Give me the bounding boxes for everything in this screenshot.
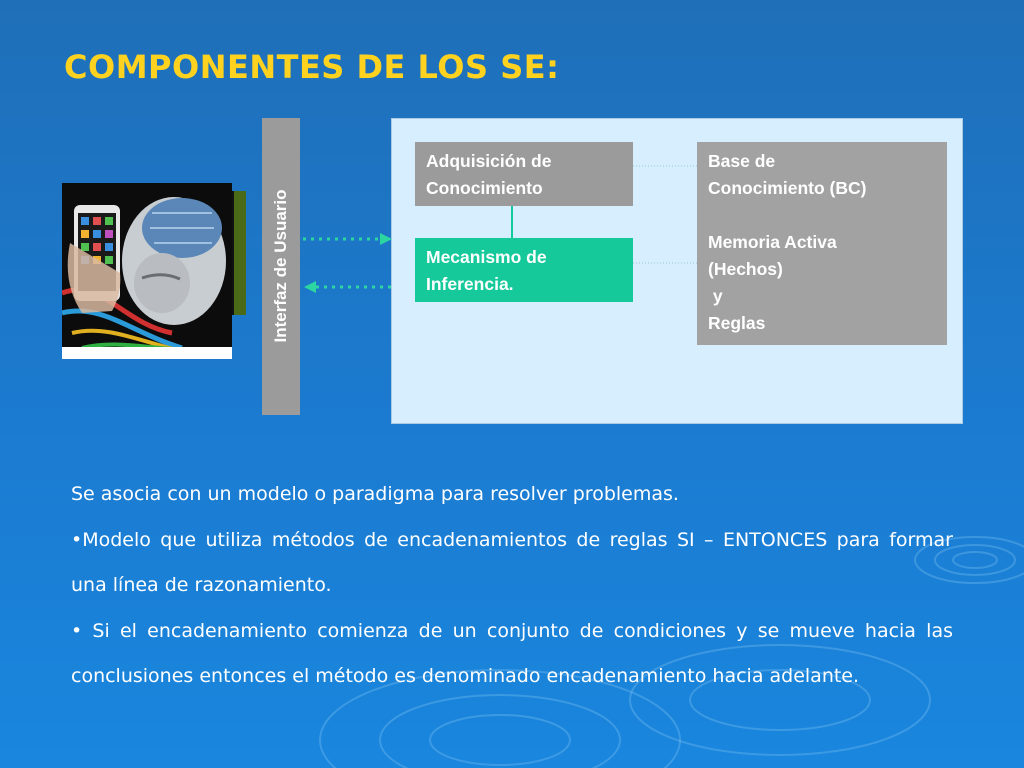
paragraph-2 <box>71 518 953 609</box>
box-text-line: Inferencia. <box>426 274 514 294</box>
robot-head-smartphone-image <box>62 183 232 359</box>
bullet: • <box>71 619 83 642</box>
inference-engine-box <box>415 238 633 302</box>
paragraph-1: Se asocia con un modelo o paradigma para resolver problemas. <box>71 483 679 505</box>
user-interface-bar <box>262 118 300 415</box>
knowledge-base-box <box>697 142 947 345</box>
slide-title: COMPONENTES DE LOS SE: <box>64 48 560 86</box>
box-text-line: Mecanismo de <box>426 247 547 267</box>
box-text-line: Reglas <box>708 313 766 333</box>
expert-system-illustration <box>62 183 244 359</box>
box-text-line: Conocimiento <box>426 178 543 198</box>
box-text-line: Conocimiento (BC) <box>708 178 867 198</box>
box-text-line: Base de <box>708 151 776 171</box>
slide-body-text <box>71 472 960 700</box>
photo-shadow-frame <box>232 191 246 315</box>
paragraph-3 <box>71 609 960 700</box>
box-blank-line <box>708 202 936 229</box>
user-interface-label: Interfaz de Usuario <box>271 189 290 343</box>
bullet: • <box>71 528 83 551</box>
box-text-line: Adquisición de <box>426 151 552 171</box>
box-text-line: y <box>708 286 723 306</box>
arrow-left-icon <box>304 281 316 293</box>
box-text-line: (Hechos) <box>708 259 783 279</box>
paragraph-3-text: Si el encadenamiento comienza de un conjunto de condiciones y se mueve hacia las conclusiones entonces el método es denominado encadenamiento hacia adelante. <box>71 619 960 687</box>
box-text-line: Memoria Activa <box>708 232 837 252</box>
paragraph-2-text: Modelo que utiliza métodos de encadenamientos de reglas SI – ENTONCES para formar una línea de razonamiento. <box>71 528 953 596</box>
knowledge-acquisition-box <box>415 142 633 206</box>
